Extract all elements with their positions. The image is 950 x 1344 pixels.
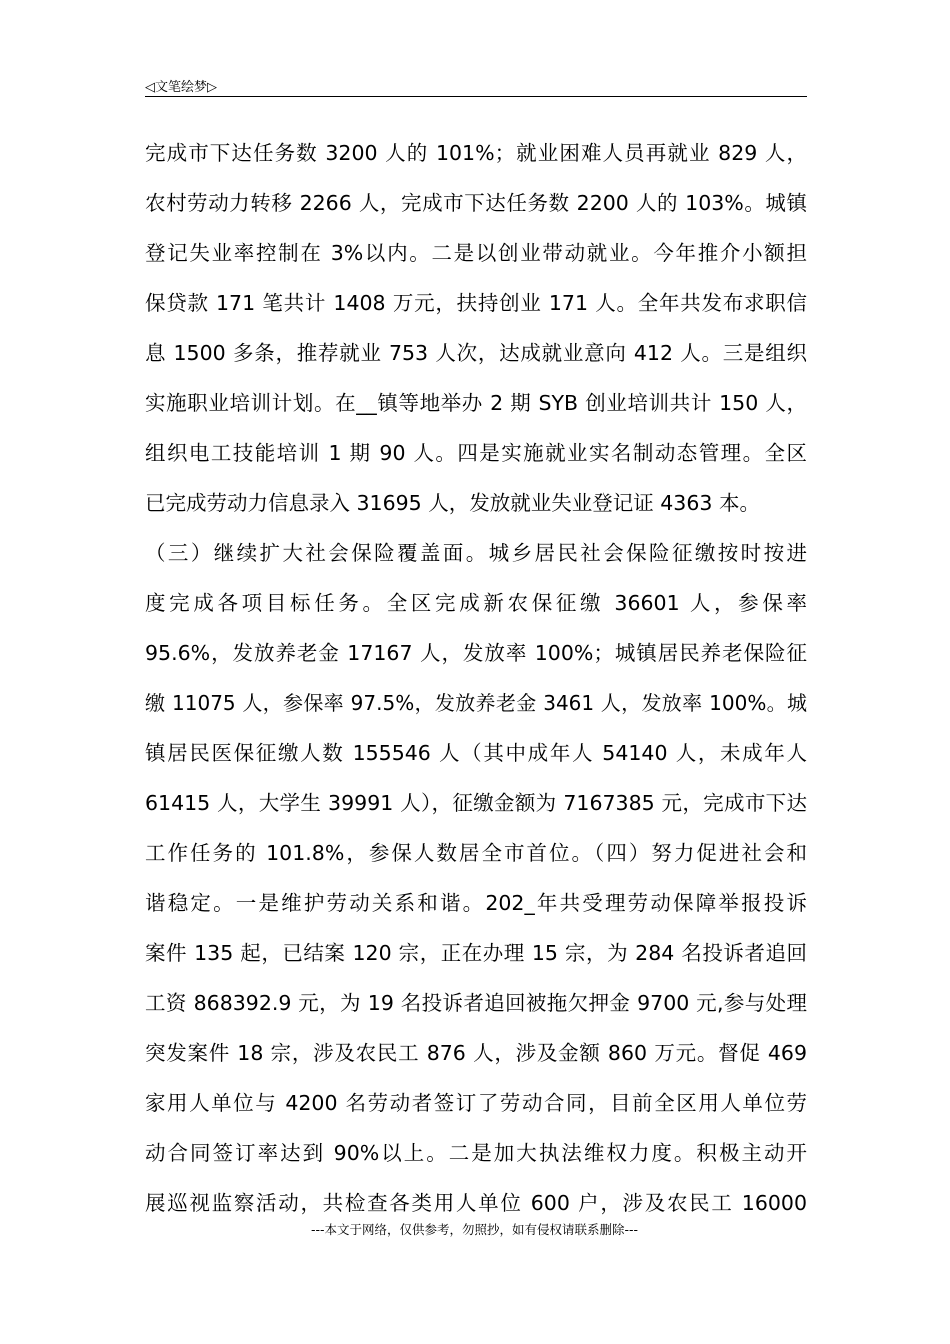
text-line: 完成市下达任务数 3200 人的 101%；就业困难人员再就业 829 人， xyxy=(145,141,807,165)
text-line: （三）继续扩大社会保险覆盖面。城乡居民社会保险征缴按时按进 xyxy=(145,541,807,565)
text-line: 家用人单位与 4200 名劳动者签订了劳动合同，目前全区用人单位劳 xyxy=(145,1091,807,1115)
text-line: 缴 11075 人，参保率 97.5%，发放养老金 3461 人，发放率 100%。城 xyxy=(145,691,807,715)
text-line: 展巡视监察活动，共检查各类用人单位 600 户，涉及农民工 16000 xyxy=(145,1191,807,1215)
text-line: 实施职业培训计划。在__镇等地举办 2 期 SYB 创业培训共计 150 人， xyxy=(145,391,807,415)
text-line: 组织电工技能培训 1 期 90 人。四是实施就业实名制动态管理。全区 xyxy=(145,441,807,465)
text-line: 镇居民医保征缴人数 155546 人（其中成年人 54140 人，未成年人 xyxy=(145,741,807,765)
text-line: 度完成各项目标任务。全区完成新农保征缴 36601 人，参保率 xyxy=(145,591,807,615)
footer-disclaimer: ---本文于网络，仅供参考，勿照抄，如有侵权请联系删除--- xyxy=(311,1222,639,1237)
text-line: 工作任务的 101.8%，参保人数居全市首位。（四）努力促进社会和 xyxy=(145,841,807,865)
text-line: 案件 135 起，已结案 120 宗，正在办理 15 宗，为 284 名投诉者追回 xyxy=(145,941,807,965)
text-line: 工资 868392.9 元，为 19 名投诉者追回被拖欠押金 9700 元,参与处理 xyxy=(145,991,807,1015)
page-header xyxy=(145,74,807,97)
document-body xyxy=(145,128,807,1228)
text-line: 保贷款 171 笔共计 1408 万元，扶持创业 171 人。全年共发布求职信 xyxy=(145,291,807,315)
text-line: 突发案件 18 宗，涉及农民工 876 人，涉及金额 860 万元。督促 469 xyxy=(145,1041,807,1065)
header-title: ◁文笔绘梦▷ xyxy=(145,80,217,95)
text-line: 已完成劳动力信息录入 31695 人，发放就业失业登记证 4363 本。 xyxy=(145,491,760,515)
text-line: 息 1500 多条，推荐就业 753 人次，达成就业意向 412 人。三是组织 xyxy=(145,341,807,365)
text-line: 谐稳定。一是维护劳动关系和谐。202_年共受理劳动保障举报投诉 xyxy=(145,891,807,915)
text-line: 61415 人，大学生 39991 人），征缴金额为 7167385 元，完成市下达 xyxy=(145,791,807,815)
text-line: 95.6%，发放养老金 17167 人，发放率 100%；城镇居民养老保险征 xyxy=(145,641,807,665)
text-line: 农村劳动力转移 2266 人，完成市下达任务数 2200 人的 103%。城镇 xyxy=(145,191,807,215)
text-line: 动合同签订率达到 90%以上。二是加大执法维权力度。积极主动开 xyxy=(145,1141,807,1165)
text-line: 登记失业率控制在 3%以内。二是以创业带动就业。今年推介小额担 xyxy=(145,241,807,265)
